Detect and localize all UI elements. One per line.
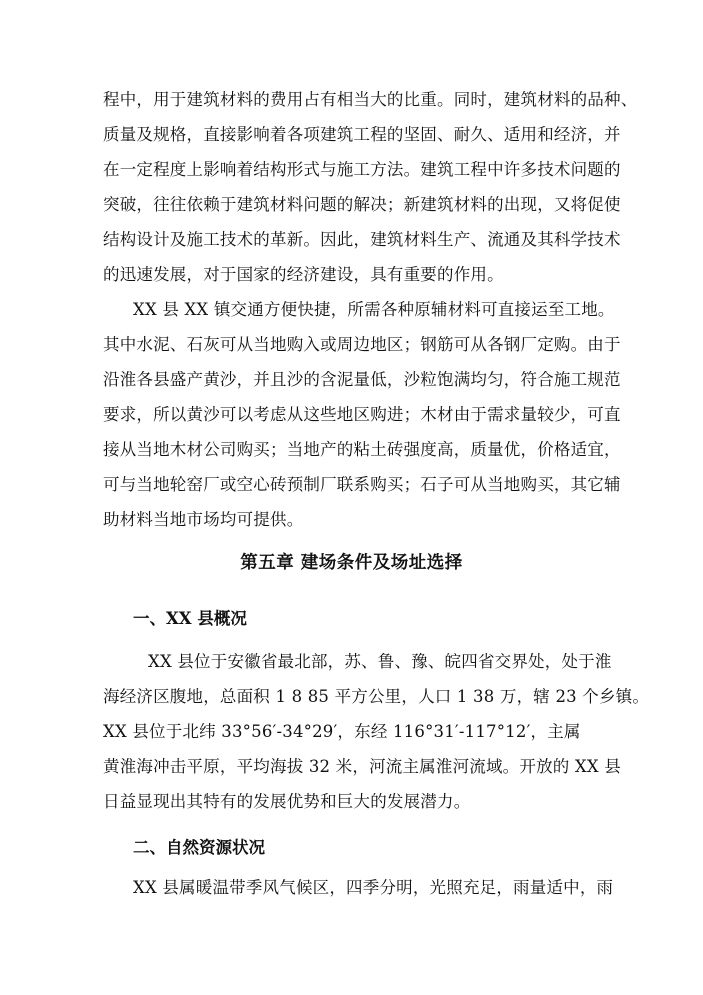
text-line: 程中，用于建筑材料的费用占有相当大的比重。同时，建筑材料的品种、 (103, 90, 638, 109)
text-line: 质量及规格，直接影响着各项建筑工程的坚固、耐久、适用和经济，并 (103, 125, 621, 144)
text-line: 沿淮各县盛产黄沙，并且沙的含泥量低，沙粒饱满均匀，符合施工规范 (103, 370, 621, 389)
text-line: 结构设计及施工技术的革新。因此，建筑材料生产、流通及其科学技术 (103, 230, 621, 249)
text-line: 的迅速发展，对于国家的经济建设，具有重要的作用。 (103, 265, 504, 284)
text-line: 突破，往往依赖于建筑材料问题的解决；新建筑材料的出现，又将促使 (103, 195, 621, 214)
text-line: XX 县位于安徽省最北部，苏、鲁、豫、皖四省交界处，处于淮 (148, 652, 612, 671)
text-line: XX 县属暖温带季风气候区，四季分明，光照充足，雨量适中，雨 (133, 878, 614, 897)
text-line: 接从当地木材公司购买；当地产的粘土砖强度高，质量优，价格适宜， (103, 440, 621, 459)
text-line: 其中水泥、石灰可从当地购入或周边地区；钢筋可从各钢厂定购。由于 (103, 335, 621, 354)
text-line: XX 县位于北纬 33°56′-34°29′，东经 116°31′-117°12′，主属 (103, 722, 581, 741)
text-line: 要求，所以黄沙可以考虑从这些地区购进；木材由于需求量较少，可直 (103, 405, 621, 424)
text-line: 可与当地轮窑厂或空心砖预制厂联系购买；石子可从当地购买，其它辅 (103, 475, 621, 494)
text-line: 海经济区腹地，总面积 1 8 85 平方公里，人口 1 38 万，辖 23 个乡镇。 (103, 687, 650, 706)
section-heading: 二、自然资源状况 (133, 838, 265, 857)
text-line: 黄淮海冲击平原，平均海拔 32 米，河流主属淮河流域。开放的 XX 县 (103, 757, 621, 776)
text-line: 在一定程度上影响着结构形式与施工方法。建筑工程中许多技术问题的 (103, 160, 621, 179)
text-line: 助材料当地市场均可提供。 (103, 510, 304, 529)
chapter-heading: 第五章 建场条件及场址选择 (240, 553, 463, 573)
section-heading: 一、XX 县概况 (133, 609, 247, 628)
text-line: XX 县 XX 镇交通方便快捷，所需各种原辅材料可直接运至工地。 (133, 300, 615, 319)
text-line: 日益显现出其特有的发展优势和巨大的发展潜力。 (103, 792, 471, 811)
